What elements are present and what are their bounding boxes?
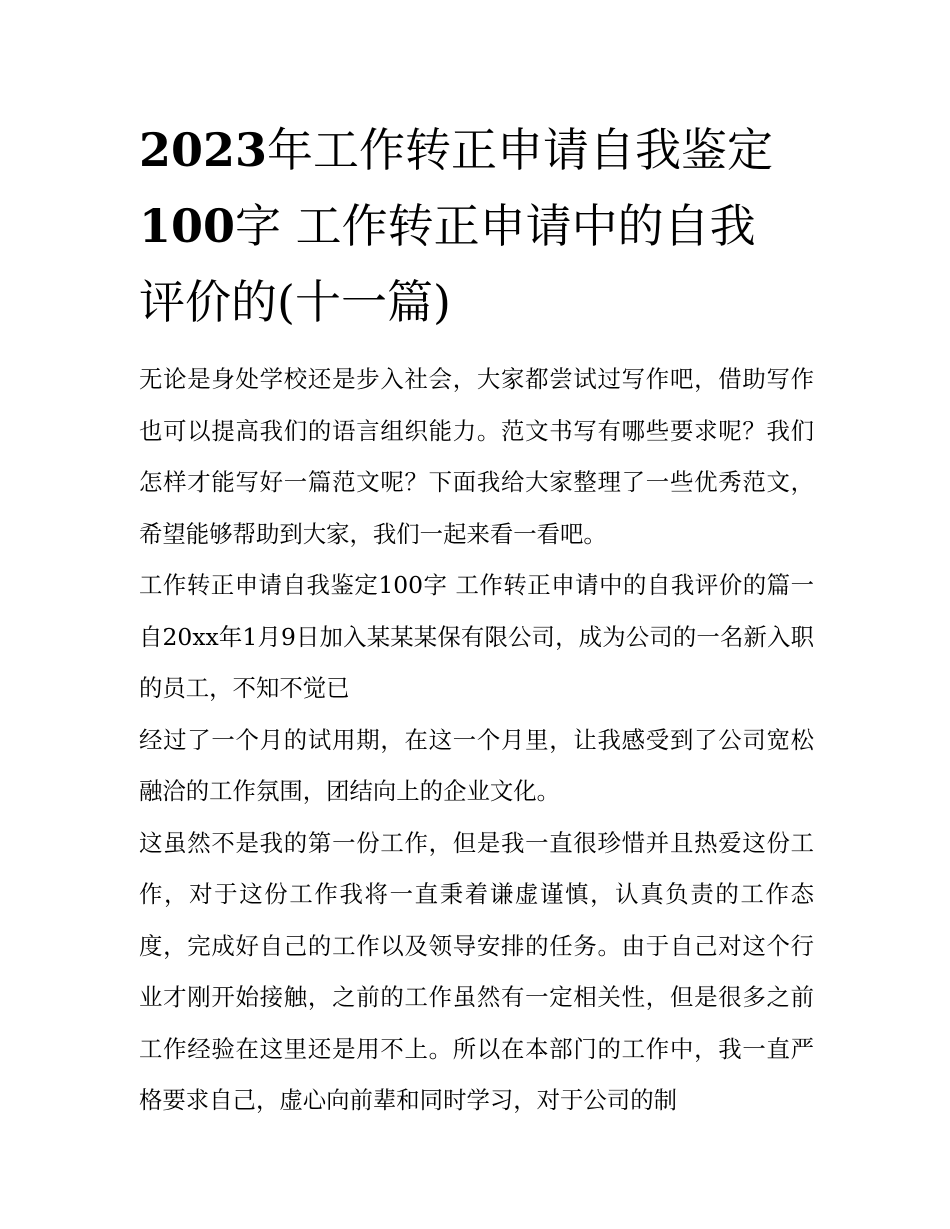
title-count: 100	[139, 199, 236, 253]
paragraph-work-attitude: 这虽然不是我的第一份工作，但是我一直很珍惜并且热爱这份工作，对于这份工作我将一直秉着谦虚谨慎，认真负责的工作态度，完成好自己的工作以及领导安排的任务。由于自己对这个行业才刚开始接触，之前的工作虽然有一定相关性，但是很多之前工作经验在这里还是用不上。所以在本部门的工作中，我一直严格要求自己，虚心向前辈和同时学习，对于公司的制	[139, 828, 814, 1114]
title-line1-text: 年工作转正申请自我鉴定	[267, 123, 774, 177]
paragraph-trial-period: 经过了一个月的试用期，在这一个月里，让我感受到了公司宽松融洽的工作氛围，团结向上的企业文化。	[139, 725, 814, 805]
paragraph-intro: 无论是身处学校还是步入社会，大家都尝试过写作吧，借助写作也可以提高我们的语言组织能力。范文书写有哪些要求呢？我们怎样才能写好一篇范文呢？下面我给大家整理了一些优秀范文，希望能够帮助到大家，我们一起来看一看吧。	[139, 365, 814, 548]
paragraph-section-one-start: 工作转正申请自我鉴定100字 工作转正申请中的自我评价的篇一 自20xx年1月9日加入某某某保有限公司，成为公司的一名新入职的员工，不知不觉已	[139, 571, 814, 702]
title-year: 2023	[139, 123, 268, 177]
title-line2-text: 字 工作转正申请中的自我	[235, 199, 756, 253]
document-title	[139, 112, 819, 340]
document-body	[139, 354, 814, 1127]
title-line3-text: 评价的(十一篇)	[139, 275, 451, 329]
